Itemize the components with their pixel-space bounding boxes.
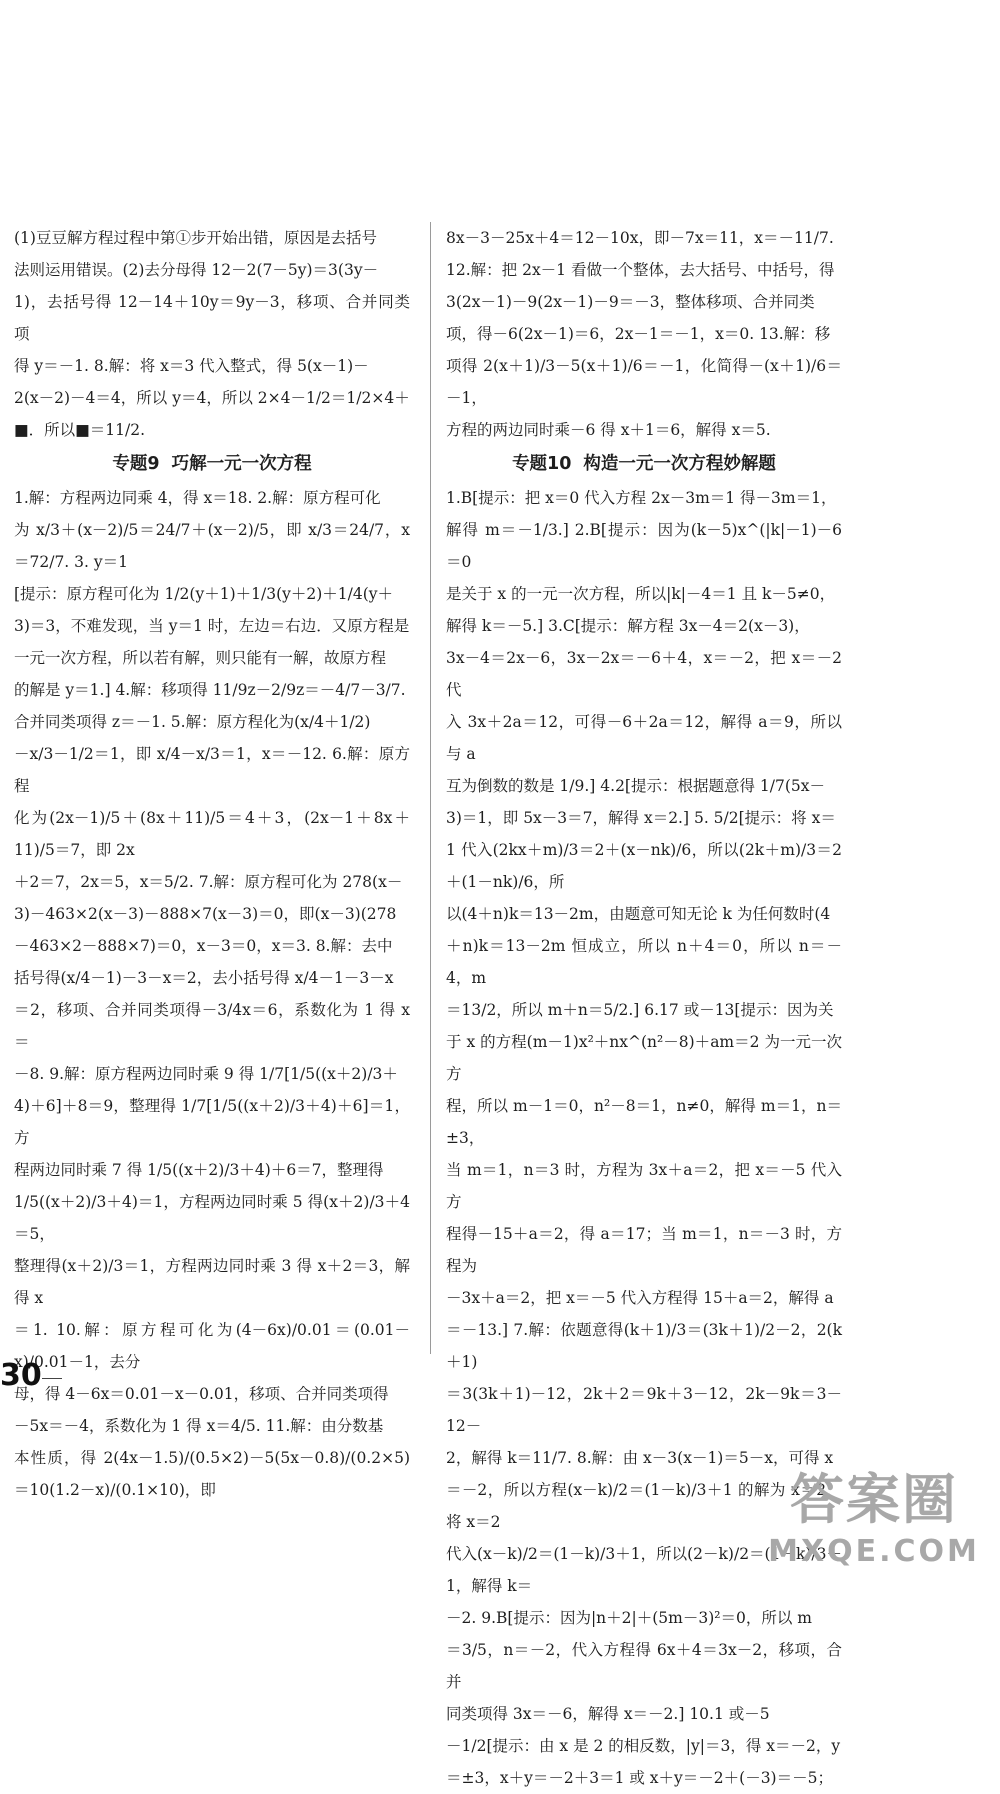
- text-line: 同类项得 3x＝－6，解得 x＝－2.] 10.1 或－5: [446, 1705, 770, 1723]
- watermark-url: MXQE.COM: [768, 1534, 980, 1569]
- section-heading: 构造一元一次方程妙解题: [583, 454, 776, 474]
- text-line: －2. 9.B[提示：因为|n＋2|＋(5m－3)²＝0，所以 m: [446, 1609, 812, 1627]
- text-line: 1 代入(2kx＋m)/3＝2＋(x－nk)/6，所以(2k＋m)/3＝2＋(1－nk)/6，所: [446, 841, 842, 891]
- text-line: ＝－13.] 7.解：依题意得(k＋1)/3＝(3k＋1)/2－2，2(k＋1): [446, 1321, 842, 1371]
- column-divider: [430, 222, 431, 1354]
- text-line: ＝1. 10.解：原方程可化为(4－6x)/0.01＝(0.01－x)/0.01－1，去分: [14, 1321, 410, 1371]
- text-line: 代入(x－k)/2＝(1－k)/3＋1，所以(2－k)/2＝(1－k)/3＋1，解得 k＝: [446, 1545, 842, 1595]
- text-line: 为 x/3＋(x－2)/5＝24/7＋(x－2)/5，即 x/3＝24/7，x＝72/7. 3. y＝1: [14, 521, 410, 571]
- text-line: 整理得(x＋2)/3＝1，方程两边同时乘 3 得 x＋2＝3，解得 x: [14, 1257, 410, 1307]
- text-line: 2(x－2)－4＝4，所以 y＝4，所以 2×4－1/2＝1/2×4＋: [14, 389, 410, 407]
- text-line: ＝2，移项、合并同类项得－3/4x＝6，系数化为 1 得 x＝: [14, 1001, 410, 1051]
- text-line: 解得 k＝－5.] 3.C[提示：解方程 3x－4＝2(x－3)，: [446, 617, 810, 635]
- text-line: 2，解得 k＝11/7. 8.解：由 x－3(x－1)＝5－x，可得 x: [446, 1449, 834, 1467]
- text-line: 本性质，得 2(4x－1.5)/(0.5×2)－5(5x－0.8)/(0.2×5)＝10(1.2－x)/(0.1×10)，即: [14, 1449, 410, 1499]
- text-line: ＝3(3k＋1)－12，2k＋2＝9k＋3－12，2k－9k＝3－12－: [446, 1385, 842, 1435]
- text-line: ■．所以■＝11/2.: [14, 421, 146, 439]
- text-line: 程，所以 m－1＝0，n²－8＝1，n≠0，解得 m＝1，n＝±3，: [446, 1097, 842, 1147]
- text-line: ＝13/2，所以 m＋n＝5/2.] 6.17 或－13[提示：因为关: [446, 1001, 834, 1019]
- text-line: 程得－15＋a＝2，得 a＝17；当 m＝1，n＝－3 时，方程为: [446, 1225, 842, 1275]
- text-line: 于 x 的方程(m－1)x²＋nx^(n²－8)＋am＝2 为一元一次方: [446, 1033, 842, 1083]
- text-line: －x/3－1/2＝1，即 x/4－x/3＝1，x＝－12. 6.解：原方程: [14, 745, 410, 795]
- text-line: 一元一次方程，所以若有解，则只能有一解，故原方程: [14, 649, 387, 667]
- text-line: 入 3x＋2a＝12，可得－6＋2a＝12，解得 a＝9，所以与 a: [446, 713, 842, 763]
- watermark-logo: [768, 1468, 980, 1588]
- text-line: 3(2x－1)－9(2x－1)－9＝－3，整体移项、合并同类: [446, 293, 815, 311]
- left-column: [14, 222, 410, 1506]
- text-line: 的解是 y＝1.] 4.解：移项得 11/9z－2/9z＝－4/7－3/7.: [14, 681, 406, 699]
- section-heading: 巧解一元一次方程: [171, 454, 312, 474]
- text-line: －5x＝－4，系数化为 1 得 x＝4/5. 11.解：由分数基: [14, 1417, 384, 1435]
- text-line: ＝±3，x＋y＝－2＋3＝1 或 x＋y＝－2＋(－3)＝－5；: [446, 1769, 833, 1787]
- text-line: 合并同类项得 z＝－1. 5.解：原方程化为(x/4＋1/2): [14, 713, 371, 731]
- text-line: 1/5((x＋2)/3＋4)＝1，方程两边同时乘 5 得(x＋2)/3＋4＝5，: [14, 1193, 410, 1243]
- section-title-9: [14, 448, 410, 480]
- right-top-block: [446, 222, 842, 446]
- text-line: －1/2[提示：由 x 是 2 的相反数，|y|＝3，得 x＝－2，y: [446, 1737, 841, 1755]
- page-number-rule: [42, 1378, 62, 1379]
- text-line: 项得 2(x＋1)/3－5(x＋1)/6＝－1，化简得－(x＋1)/6＝－1，: [446, 357, 842, 407]
- text-line: －3x＋a＝2，把 x＝－5 代入方程得 15＋a＝2，解得 a: [446, 1289, 834, 1307]
- text-line: 8x－3－25x＋4＝12－10x，即－7x＝11，x＝－11/7.: [446, 229, 834, 247]
- text-line: [提示：原方程可化为 1/2(y＋1)＋1/3(y＋2)＋1/4(y＋: [14, 585, 394, 603]
- page-number: 30: [0, 1358, 42, 1393]
- text-line: 互为倒数的数是 1/9.] 4.2[提示：根据题意得 1/7(5x－: [446, 777, 825, 795]
- section-number: 专题10: [512, 454, 572, 474]
- text-line: 项，得－6(2x－1)＝6，2x－1＝－1，x＝0. 13.解：移: [446, 325, 831, 343]
- text-line: 当 m＝1，n＝3 时，方程为 3x＋a＝2，把 x＝－5 代入方: [446, 1161, 842, 1211]
- text-line: 方程的两边同时乘－6 得 x＋1＝6，解得 x＝5.: [446, 421, 771, 439]
- text-line: 程两边同时乘 7 得 1/5((x＋2)/3＋4)＋6＝7，整理得: [14, 1161, 384, 1179]
- text-line: ＋n)k＝13－2m 恒成立，所以 n＋4＝0，所以 n＝－4，m: [446, 937, 842, 987]
- section-title-10: [446, 448, 842, 480]
- text-line: (1)豆豆解方程过程中第①步开始出错，原因是去括号: [14, 229, 377, 247]
- text-line: 法则运用错误。(2)去分母得 12－2(7－5y)＝3(3y－: [14, 261, 379, 279]
- text-line: ＝3/5，n＝－2，代入方程得 6x＋4＝3x－2，移项，合并: [446, 1641, 842, 1691]
- text-line: 3)＝1，即 5x－3＝7，解得 x＝2.] 5. 5/2[提示：将 x＝: [446, 809, 836, 827]
- text-line: 以(4＋n)k＝13－2m，由题意可知无论 k 为任何数时(4: [446, 905, 831, 923]
- left-top-block: [14, 222, 410, 446]
- text-line: 1.B[提示：把 x＝0 代入方程 2x－3m＝1 得－3m＝1，: [446, 489, 837, 507]
- right-body-block: [446, 482, 842, 1794]
- text-line: 3)－463×2(x－3)－888×7(x－3)＝0，即(x－3)(278: [14, 905, 397, 923]
- text-line: 是关于 x 的一元一次方程，所以|k|－4＝1 且 k－5≠0，: [446, 585, 836, 603]
- text-line: 化为(2x－1)/5＋(8x＋11)/5＝4＋3，(2x－1＋8x＋11)/5＝7，即 2x: [14, 809, 410, 859]
- text-line: 括号得(x/4－1)－3－x＝2，去小括号得 x/4－1－3－x: [14, 969, 394, 987]
- text-line: 3x－4＝2x－6，3x－2x＝－6＋4，x＝－2，把 x＝－2 代: [446, 649, 842, 699]
- text-line: －8. 9.解：原方程两边同时乘 9 得 1/7[1/5((x＋2)/3＋: [14, 1065, 398, 1083]
- text-line: 得 y＝－1. 8.解：将 x＝3 代入整式，得 5(x－1)－: [14, 357, 369, 375]
- text-line: ＋2＝7，2x＝5，x＝5/2. 7.解：原方程可化为 278(x－: [14, 873, 403, 891]
- text-line: 母，得 4－6x＝0.01－x－0.01，移项、合并同类项得: [14, 1385, 389, 1403]
- text-line: －463×2－888×7)＝0，x－3＝0，x＝3. 8.解：去中: [14, 937, 393, 955]
- text-line: 1)，去括号得 12－14＋10y＝9y－3，移项、合并同类项: [14, 293, 410, 343]
- text-line: ＝－2，所以方程(x－k)/2＝(1－k)/3＋1 的解为 x＝2，将 x＝2: [446, 1481, 842, 1531]
- text-line: 12.解：把 2x－1 看做一个整体，去大括号、中括号，得: [446, 261, 835, 279]
- text-line: 解得 m＝－1/3.] 2.B[提示：因为(k－5)x^(|k|－1)－6＝0: [446, 521, 842, 571]
- text-line: 4)＋6]＋8＝9，整理得 1/7[1/5((x＋2)/3＋4)＋6]＝1，方: [14, 1097, 410, 1147]
- text-line: 1.解：方程两边同乘 4，得 x＝18. 2.解：原方程可化: [14, 489, 381, 507]
- text-line: 3)＝3，不难发现，当 y＝1 时，左边＝右边．又原方程是: [14, 617, 410, 635]
- watermark-title: 答案圈: [790, 1468, 958, 1531]
- left-body-block: [14, 482, 410, 1506]
- section-number: 专题9: [112, 454, 160, 474]
